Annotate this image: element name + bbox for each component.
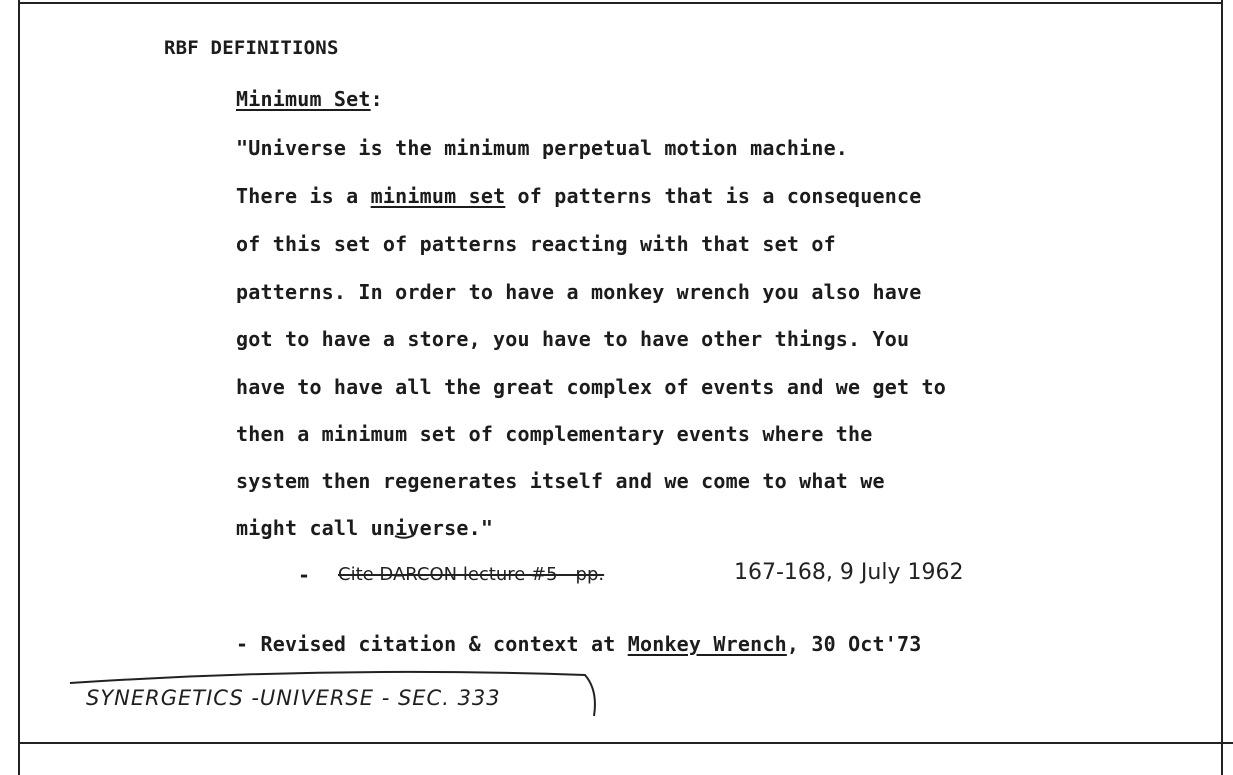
term-label: Minimum Set xyxy=(236,87,371,111)
quote-line-5: got to have a store, you have to have other things. You xyxy=(236,327,910,351)
quote-line-4: patterns. In order to have a monkey wrench you also have xyxy=(236,280,922,304)
minimum-set-emphasis: minimum set xyxy=(370,184,506,208)
quote-line-1: "Universe is the minimum perpetual motion machine. xyxy=(236,136,849,160)
citation-1-dash: - xyxy=(298,563,311,587)
page-title: RBF DEFINITIONS xyxy=(164,37,339,59)
underline-mark xyxy=(395,535,414,538)
footer-note-bracket xyxy=(70,672,595,716)
quote-line-7: then a minimum set of complementary events where the xyxy=(236,422,873,446)
monkey-wrench-reference: Monkey Wrench xyxy=(627,632,787,656)
quote-line-9: might call universe." xyxy=(236,516,494,540)
citation-2-suffix: , 30 Oct'73 xyxy=(786,632,922,656)
citation-1-handwritten: 167-168, 9 July 1962 xyxy=(734,560,964,585)
citation-2-prefix: - Revised citation & context at xyxy=(236,632,628,656)
term-colon: : xyxy=(370,87,383,111)
quote-line-2-end: of patterns that is a consequence xyxy=(505,184,922,208)
handwritten-footer-note: SYNERGETICS -UNIVERSE - SEC. 333 xyxy=(86,686,501,710)
quote-line-8: system then regenerates itself and we come to what we xyxy=(236,469,885,493)
struck-citation-text: Cite DARCON lecture #5 - pp. xyxy=(338,564,605,585)
quote-line-3: of this set of patterns reacting with that set of xyxy=(236,232,836,256)
quote-line-2-start: There is a xyxy=(236,184,371,208)
quote-line-6: have to have all the great complex of events and we get to xyxy=(236,375,946,399)
